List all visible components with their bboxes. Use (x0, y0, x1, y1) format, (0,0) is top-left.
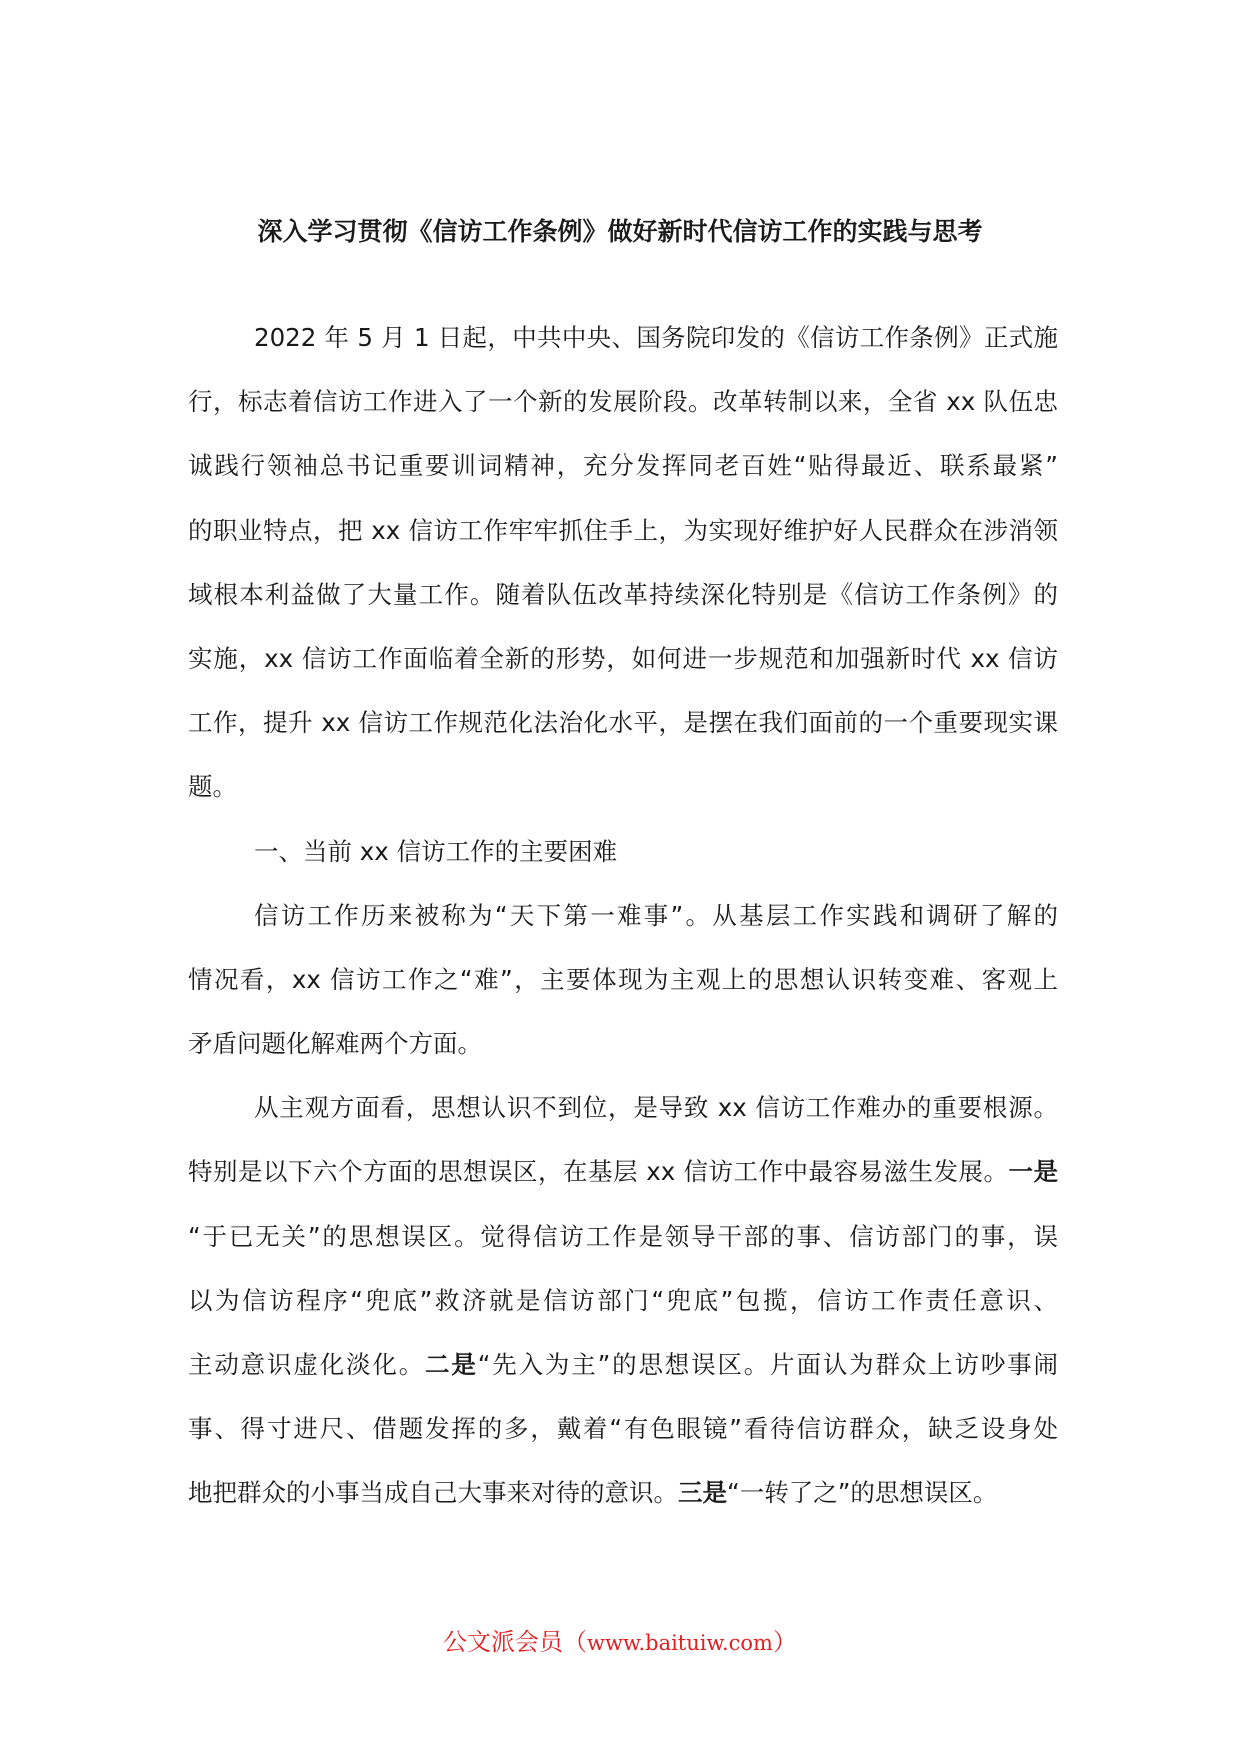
paragraph-1-line-6: 实施，xx 信访工作面临着全新的形势，如何进一步规范和加强新时代 xx 信访 (188, 643, 1058, 673)
document-title: 深入学习贯彻《信访工作条例》做好新时代信访工作的实践与思考 (257, 217, 983, 246)
emphasis-san-shi: 三是 (678, 1478, 727, 1508)
footer-label: 公文派会员（ (443, 1628, 588, 1656)
paragraph-3-line-2 (188, 1140, 1058, 1204)
paragraph-3-line-4: 以为信访程序“兜底”救济就是信访部门“兜底”包揽，信访工作责任意识、 (188, 1285, 1058, 1315)
footer-close: ） (772, 1628, 797, 1656)
paragraph-1-line-3: 诚践行领袖总书记重要训词精神，充分发挥同老百姓“贴得最近、联系最紧” (188, 451, 1058, 481)
document-body (188, 306, 1058, 1526)
paragraph-3-line-7 (188, 1461, 1058, 1525)
paragraph-2-line-2: 情况看，xx 信访工作之“难”，主要体现为主观上的思想认识转变难、客观上 (188, 964, 1058, 994)
paragraph-1-line-1: 2022 年 5 月 1 日起，中共中央、国务院印发的《信访工作条例》正式施 (254, 323, 1058, 352)
paragraph-3-line-5 (188, 1333, 1058, 1397)
footer-watermark (0, 1624, 1240, 1661)
paragraph-3-line-5-text-c: “先入为主”的思想误区。片面认为群众上访吵事闹 (477, 1350, 1059, 1379)
paragraph-3-line-5-text-a: 主动意识虚化淡化。 (188, 1350, 426, 1379)
emphasis-er-shi: 二是 (425, 1350, 478, 1379)
section-heading-1: 一、当前 xx 信访工作的主要困难 (254, 836, 618, 866)
paragraph-2-line-1: 信访工作历来被称为“天下第一难事”。从基层工作实践和调研了解的 (254, 900, 1058, 930)
paragraph-3-line-7-text-a: 地把群众的小事当成自己大事来对待的意识。 (188, 1478, 678, 1508)
paragraph-1-line-7: 工作，提升 xx 信访工作规范化法治化水平，是摆在我们面前的一个重要现实课 (188, 708, 1058, 738)
paragraph-1-line-2: 行，标志着信访工作进入了一个新的发展阶段。改革转制以来，全省 xx 队伍忠 (188, 387, 1058, 417)
paragraph-1-line-4: 的职业特点，把 xx 信访工作牢牢抓住手上，为实现好维护好人民群众在涉消领 (188, 515, 1058, 545)
paragraph-3-line-2-text: 特别是以下六个方面的思想误区，在基层 xx 信访工作中最容易滋生发展。 (188, 1157, 1009, 1187)
paragraph-3-line-6: 事、得寸进尺、借题发挥的多，戴着“有色眼镜”看待信访群众，缺乏设身处 (188, 1414, 1058, 1444)
footer-url: www.baituiw.com (587, 1631, 773, 1655)
paragraph-2-line-3: 矛盾问题化解难两个方面。 (188, 1029, 482, 1059)
paragraph-3-line-7-text-c: “一转了之”的思想误区。 (727, 1478, 998, 1508)
emphasis-yi-shi: 一是 (1008, 1157, 1058, 1187)
paragraph-1-line-5: 域根本利益做了大量工作。随着队伍改革持续深化特别是《信访工作条例》的 (188, 579, 1058, 609)
paragraph-3-line-3: “于已无关”的思想误区。觉得信访工作是领导干部的事、信访部门的事，误 (188, 1221, 1058, 1251)
paragraph-1-line-8: 题。 (188, 772, 237, 802)
paragraph-3-line-1: 从主观方面看，思想认识不到位，是导致 xx 信访工作难办的重要根源。 (254, 1093, 1058, 1123)
